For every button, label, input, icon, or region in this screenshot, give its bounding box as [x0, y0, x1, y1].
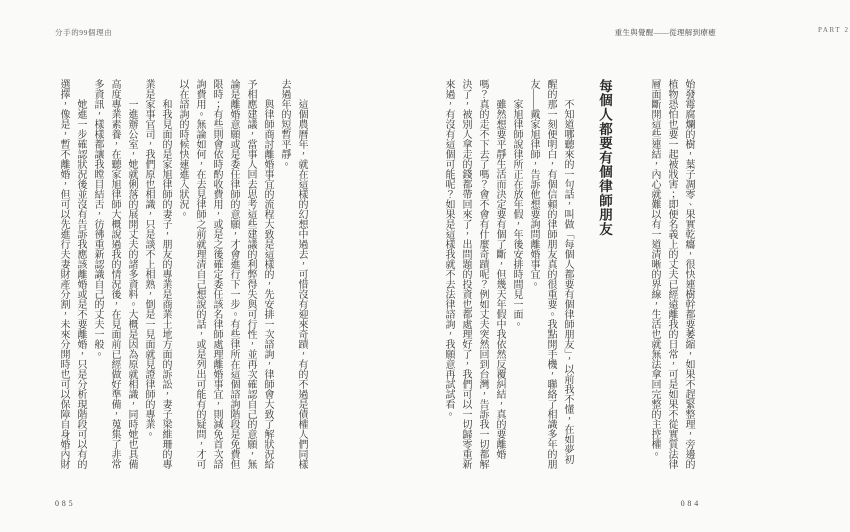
- left-page: [0, 0, 375, 532]
- page-number-right: 084: [680, 499, 701, 508]
- running-head-chapter-title: 重生與覺醒——從理解到療癒: [614, 28, 716, 37]
- page-number-left: 085: [55, 499, 76, 508]
- right-page-continuation-paragraphs: [646, 79, 697, 469]
- paragraph: 始發霉腐爛的樹，葉子凋零、果實乾癟，很快連樹幹都要萎縮，如果不趕緊整理，旁邊的植物恐怕也要一起被戕害；即便名義上的丈夫已經遠離我的日常，可是如果不從實質法律層面斷開這些連結，內心就難以有一道清晰的界線，生活也就無法拿回完整的主控權。: [649, 79, 694, 469]
- paragraph: 家旭律師說律所正在放年假，年後安排時間見一面。: [511, 99, 522, 329]
- section-title: 每個人都要有個律師朋友: [597, 79, 612, 237]
- right-page: [375, 0, 850, 532]
- left-page-text-block: [55, 79, 310, 469]
- paragraph: 這個農曆年，就在這樣的幻想中過去，可惜沒有迎來奇蹟，有的不過是債權人們同樣去過年的短暫平靜。: [279, 79, 307, 469]
- paragraph: 一進辦公室，她就俐落的展開丈夫的諸多資料。大概是因為原就相識，同時她也具備高度專業素養，在聽家旭律師大概說過我的情況後，在見面前已經做好準備，蒐集了非常多資訊，樣樣都讓我瞠目結舌，彷彿重新認識自己的丈夫一般。: [92, 79, 137, 469]
- running-head-part-label: PART 2: [818, 26, 850, 34]
- paragraph: 雖然想要平靜生活而決定要有個了斷，但幾天年假中我依然反覆糾結，真的要離婚嗎？真的走不下去了嗎？會不會有什麼奇蹟呢？例如丈夫突然回到台灣，告訴我一切都解決了，被別人拿走的錢都帶回來了，出問題的投資也都處理好了，我們可以一切歸零重新來過，有沒有這個可能呢？如果是這樣我就不去法律諮詢，我願意再試試看。: [443, 79, 505, 469]
- left-page-paragraphs: [55, 79, 310, 469]
- paragraph: 和我見面的是家旭律師的妻子，朋友的專業是商業土地方面的訴訟，妻子梁維珊的專業是家事官司，我們原也相識，只是談不上相熟，倒是一見面就見證律師的專業。: [143, 79, 171, 469]
- running-head-book-title: 分手的99個理由: [55, 28, 113, 37]
- paragraph: 她進一步確認狀況後並沒有告訴我應該離婚或是不要離婚，只是分析現階段可以有的選擇，像是，暫不離婚，但可以先進行夫妻財產分割，未來分開時也可以保障自身婚內財: [58, 79, 86, 469]
- right-page-text-block: [440, 79, 697, 469]
- right-page-paragraphs: [440, 79, 576, 469]
- paragraph: 不知道哪聽來的一句話，叫做「每個人都要有個律師朋友」，以前我不懂，在如夢初醒的那一刻便明白，有個信賴的律師朋友真的很重要。我點開手機，聯絡了相識多年的朋友——戴家旭律師，告訴他想要詢問離婚事宜。: [528, 79, 573, 469]
- paragraph: 與律師商討離婚事宜的流程大致是這樣的，先安排一次諮詢，律師會大致了解狀況給予相應建議，當事人回去思考這些建議的利弊得失與可行性，並再次確認自己的意願，無論是離婚意願或是委任律師的意願，才會進行下一步。有些律所在這個諮詢階段是免費但限時；有些則會依時酌收費用，或是之後確定委任該名律師處理離婚事宜，則減免首次諮詢費用。無論如何，在去見律師之前就理清自己想說的話，或是列出可能有的疑問，才可以在諮詢的時候快速進入狀況。: [177, 79, 273, 469]
